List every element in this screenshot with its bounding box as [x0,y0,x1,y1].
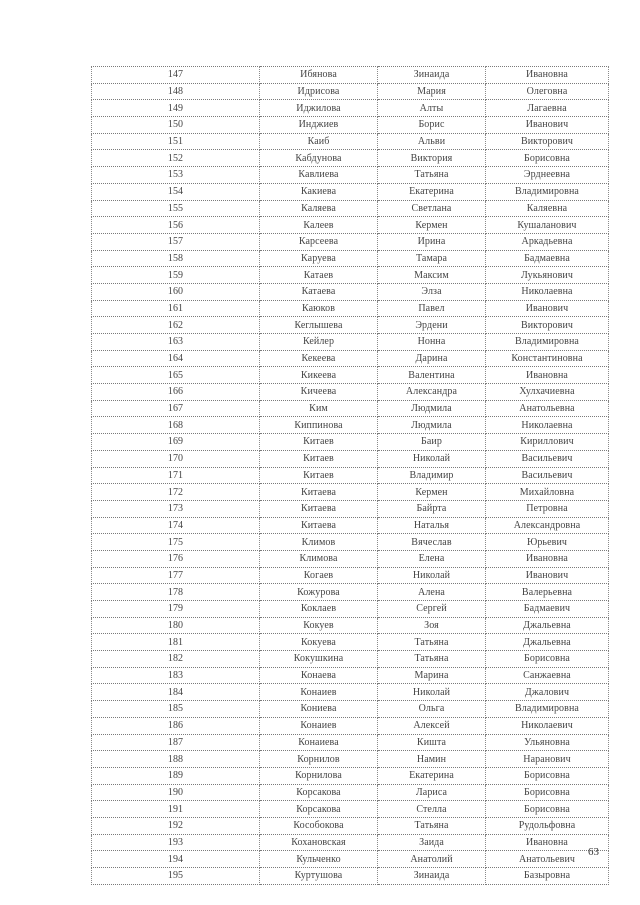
patronymic-cell: Хулхачиевна [486,384,609,401]
row-number: 185 [92,701,260,718]
surname-cell: Корсакова [260,784,378,801]
table-row [92,100,609,117]
first-name-cell: Николай [378,450,486,467]
row-number: 157 [92,233,260,250]
table-row [92,83,609,100]
row-number: 184 [92,684,260,701]
row-number: 181 [92,634,260,651]
surname-cell: Корсакова [260,801,378,818]
surname-cell: Климов [260,534,378,551]
first-name-cell: Елена [378,550,486,567]
patronymic-cell: Бадмаевич [486,601,609,618]
patronymic-cell: Иванович [486,117,609,134]
first-name-cell: Ольга [378,701,486,718]
table-row [92,851,609,868]
patronymic-cell: Валерьевна [486,584,609,601]
first-name-cell: Алена [378,584,486,601]
first-name-cell: Алексей [378,717,486,734]
row-number: 178 [92,584,260,601]
first-name-cell: Марина [378,667,486,684]
patronymic-cell: Викторович [486,133,609,150]
first-name-cell: Владимир [378,467,486,484]
patronymic-cell: Владимировна [486,183,609,200]
patronymic-cell: Борисовна [486,784,609,801]
table-row [92,167,609,184]
row-number: 151 [92,133,260,150]
first-name-cell: Борис [378,117,486,134]
patronymic-cell: Рудольфовна [486,817,609,834]
patronymic-cell: Константиновна [486,350,609,367]
table-row [92,450,609,467]
surname-cell: Климова [260,550,378,567]
patronymic-cell: Джалович [486,684,609,701]
row-number: 153 [92,167,260,184]
patronymic-cell: Базыровна [486,868,609,885]
table-row [92,534,609,551]
row-number: 176 [92,550,260,567]
surname-cell: Каруева [260,250,378,267]
surname-cell: Кожурова [260,584,378,601]
patronymic-cell: Ивановна [486,367,609,384]
first-name-cell: Татьяна [378,167,486,184]
surname-cell: Кульченко [260,851,378,868]
patronymic-cell: Ивановна [486,550,609,567]
patronymic-cell: Санжаевна [486,667,609,684]
row-number: 195 [92,868,260,885]
patronymic-cell: Владимировна [486,334,609,351]
patronymic-cell: Борисовна [486,651,609,668]
roster-body [92,67,609,885]
table-row [92,667,609,684]
first-name-cell: Николай [378,684,486,701]
first-name-cell: Мария [378,83,486,100]
surname-cell: Кокушкина [260,651,378,668]
surname-cell: Идрисова [260,83,378,100]
surname-cell: Кокуева [260,634,378,651]
patronymic-cell: Васильевич [486,467,609,484]
surname-cell: Коклаев [260,601,378,618]
table-row [92,400,609,417]
table-row [92,801,609,818]
surname-cell: Кикеева [260,367,378,384]
patronymic-cell: Борисовна [486,801,609,818]
patronymic-cell: Аркадьевна [486,233,609,250]
first-name-cell: Сергей [378,601,486,618]
surname-cell: Кавлиева [260,167,378,184]
patronymic-cell: Иванович [486,567,609,584]
row-number: 156 [92,217,260,234]
row-number: 149 [92,100,260,117]
row-number: 155 [92,200,260,217]
surname-cell: Китаева [260,484,378,501]
table-row [92,567,609,584]
row-number: 170 [92,450,260,467]
table-row [92,817,609,834]
row-number: 186 [92,717,260,734]
table-row [92,767,609,784]
row-number: 175 [92,534,260,551]
table-row [92,150,609,167]
first-name-cell: Заида [378,834,486,851]
table-row [92,684,609,701]
surname-cell: Корнилов [260,751,378,768]
surname-cell: Конаиев [260,684,378,701]
row-number: 192 [92,817,260,834]
row-number: 150 [92,117,260,134]
first-name-cell: Зоя [378,617,486,634]
surname-cell: Каиб [260,133,378,150]
row-number: 159 [92,267,260,284]
patronymic-cell: Лагаевна [486,100,609,117]
first-name-cell: Максим [378,267,486,284]
row-number: 187 [92,734,260,751]
first-name-cell: Дарина [378,350,486,367]
row-number: 179 [92,601,260,618]
row-number: 194 [92,851,260,868]
row-number: 160 [92,283,260,300]
first-name-cell: Намин [378,751,486,768]
surname-cell: Кониева [260,701,378,718]
first-name-cell: Зинаида [378,67,486,84]
row-number: 165 [92,367,260,384]
surname-cell: Какиева [260,183,378,200]
surname-cell: Иджилова [260,100,378,117]
surname-cell: Кокуев [260,617,378,634]
row-number: 172 [92,484,260,501]
table-row [92,217,609,234]
surname-cell: Китаев [260,434,378,451]
surname-cell: Конаиева [260,734,378,751]
surname-cell: Китаев [260,450,378,467]
row-number: 169 [92,434,260,451]
table-row [92,751,609,768]
patronymic-cell: Эрднеевна [486,167,609,184]
patronymic-cell: Борисовна [486,150,609,167]
patronymic-cell: Юрьевич [486,534,609,551]
row-number: 158 [92,250,260,267]
row-number: 191 [92,801,260,818]
table-row [92,617,609,634]
first-name-cell: Кермен [378,484,486,501]
table-row [92,584,609,601]
surname-cell: Китаев [260,467,378,484]
surname-cell: Каляева [260,200,378,217]
patronymic-cell: Джальевна [486,617,609,634]
first-name-cell: Татьяна [378,817,486,834]
table-row [92,651,609,668]
first-name-cell: Элза [378,283,486,300]
table-row [92,734,609,751]
first-name-cell: Николай [378,567,486,584]
table-row [92,550,609,567]
patronymic-cell: Джальевна [486,634,609,651]
first-name-cell: Татьяна [378,634,486,651]
patronymic-cell: Анатольевич [486,851,609,868]
row-number: 174 [92,517,260,534]
first-name-cell: Ирина [378,233,486,250]
table-row [92,334,609,351]
first-name-cell: Тамара [378,250,486,267]
row-number: 189 [92,767,260,784]
first-name-cell: Павел [378,300,486,317]
surname-cell: Катаева [260,283,378,300]
row-number: 167 [92,400,260,417]
row-number: 182 [92,651,260,668]
surname-cell: Каюков [260,300,378,317]
surname-cell: Кичеева [260,384,378,401]
patronymic-cell: Васильевич [486,450,609,467]
surname-cell: Калеев [260,217,378,234]
patronymic-cell: Кушаланович [486,217,609,234]
row-number: 190 [92,784,260,801]
table-row [92,784,609,801]
first-name-cell: Екатерина [378,183,486,200]
table-row [92,434,609,451]
patronymic-cell: Анатольевна [486,400,609,417]
table-row [92,133,609,150]
first-name-cell: Вячеслав [378,534,486,551]
patronymic-cell: Каляевна [486,200,609,217]
table-row [92,283,609,300]
patronymic-cell: Борисовна [486,767,609,784]
surname-cell: Кохановская [260,834,378,851]
table-row [92,417,609,434]
first-name-cell: Лариса [378,784,486,801]
patronymic-cell: Кириллович [486,434,609,451]
table-row [92,200,609,217]
row-number: 162 [92,317,260,334]
patronymic-cell: Николаевна [486,283,609,300]
first-name-cell: Эрдени [378,317,486,334]
surname-cell: Корнилова [260,767,378,784]
row-number: 173 [92,500,260,517]
first-name-cell: Людмила [378,417,486,434]
surname-cell: Кособокова [260,817,378,834]
row-number: 163 [92,334,260,351]
first-name-cell: Татьяна [378,651,486,668]
patronymic-cell: Ивановна [486,67,609,84]
surname-cell: Киппинова [260,417,378,434]
surname-cell: Куртушова [260,868,378,885]
surname-cell: Конаева [260,667,378,684]
table-row [92,250,609,267]
row-number: 180 [92,617,260,634]
surname-cell: Когаев [260,567,378,584]
row-number: 154 [92,183,260,200]
table-row [92,717,609,734]
table-row [92,317,609,334]
patronymic-cell: Наранович [486,751,609,768]
surname-cell: Кеглышева [260,317,378,334]
first-name-cell: Наталья [378,517,486,534]
first-name-cell: Кермен [378,217,486,234]
name-roster-table [91,66,609,885]
first-name-cell: Кишта [378,734,486,751]
row-number: 193 [92,834,260,851]
surname-cell: Катаев [260,267,378,284]
table-row [92,634,609,651]
first-name-cell: Валентина [378,367,486,384]
surname-cell: Кекеева [260,350,378,367]
patronymic-cell: Викторович [486,317,609,334]
patronymic-cell: Бадмаевна [486,250,609,267]
surname-cell: Китаева [260,517,378,534]
table-row [92,350,609,367]
patronymic-cell: Николаевич [486,717,609,734]
patronymic-cell: Николаевна [486,417,609,434]
first-name-cell: Нонна [378,334,486,351]
table-row [92,233,609,250]
surname-cell: Ким [260,400,378,417]
page-number: 63 [588,846,599,858]
patronymic-cell: Олеговна [486,83,609,100]
patronymic-cell: Иванович [486,300,609,317]
first-name-cell: Зинаида [378,868,486,885]
table-row [92,467,609,484]
surname-cell: Кейлер [260,334,378,351]
table-row [92,484,609,501]
patronymic-cell: Петровна [486,500,609,517]
table-row [92,834,609,851]
surname-cell: Китаева [260,500,378,517]
table-row [92,300,609,317]
row-number: 161 [92,300,260,317]
row-number: 171 [92,467,260,484]
first-name-cell: Байрта [378,500,486,517]
row-number: 188 [92,751,260,768]
row-number: 147 [92,67,260,84]
row-number: 164 [92,350,260,367]
first-name-cell: Екатерина [378,767,486,784]
surname-cell: Конаиев [260,717,378,734]
row-number: 168 [92,417,260,434]
first-name-cell: Светлана [378,200,486,217]
table-row [92,183,609,200]
first-name-cell: Баир [378,434,486,451]
patronymic-cell: Ивановна [486,834,609,851]
first-name-cell: Стелла [378,801,486,818]
surname-cell: Кабдунова [260,150,378,167]
row-number: 183 [92,667,260,684]
row-number: 177 [92,567,260,584]
patronymic-cell: Лукьянович [486,267,609,284]
table-row [92,517,609,534]
first-name-cell: Александра [378,384,486,401]
first-name-cell: Виктория [378,150,486,167]
first-name-cell: Анатолий [378,851,486,868]
surname-cell: Ибянова [260,67,378,84]
first-name-cell: Людмила [378,400,486,417]
row-number: 166 [92,384,260,401]
table-row [92,500,609,517]
first-name-cell: Алты [378,100,486,117]
patronymic-cell: Михайловна [486,484,609,501]
table-row [92,868,609,885]
table-row [92,67,609,84]
patronymic-cell: Ульяновна [486,734,609,751]
patronymic-cell: Александровна [486,517,609,534]
table-row [92,601,609,618]
surname-cell: Карсеева [260,233,378,250]
table-row [92,117,609,134]
table-row [92,367,609,384]
table-row [92,384,609,401]
row-number: 152 [92,150,260,167]
patronymic-cell: Владимировна [486,701,609,718]
first-name-cell: Альви [378,133,486,150]
table-row [92,701,609,718]
surname-cell: Инджиев [260,117,378,134]
row-number: 148 [92,83,260,100]
table-row [92,267,609,284]
